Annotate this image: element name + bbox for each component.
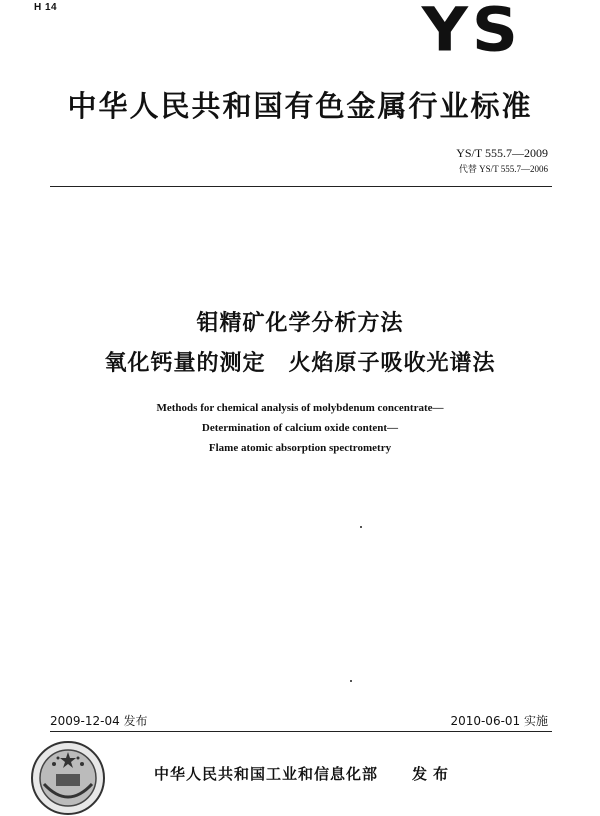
title-en-line3: Flame atomic absorption spectrometry: [208, 442, 392, 454]
classification-code: H 14: [34, 2, 58, 13]
org-title: 中华人民共和国有色金属行业标准: [67, 89, 533, 123]
replaces-standard: 代替 YS/T 555.7—2006: [458, 164, 548, 174]
effective-date: 2010-06-01 实施: [450, 714, 548, 728]
issue-date: 2009-12-04 发布: [50, 714, 148, 728]
title-en-line2: Determination of calcium oxide content—: [201, 422, 399, 434]
issue-word: 发布: [412, 765, 455, 783]
title-cn-line2: 氧化钙量的测定 火焰原子吸收光谱法: [104, 351, 496, 376]
scan-speck: [350, 680, 352, 682]
standard-number: YS/T 555.7—2009: [456, 146, 548, 160]
title-cn-line1: 钼精矿化学分析方法: [196, 311, 404, 336]
header-divider: [50, 186, 552, 187]
scan-speck: [360, 526, 362, 528]
title-en-line1: Methods for chemical analysis of molybdenum concentrate—: [156, 402, 444, 414]
ys-logo: YS: [421, 0, 522, 66]
issuer-name: 中华人民共和国工业和信息化部: [154, 765, 379, 783]
footer-divider: [50, 731, 552, 732]
national-emblem-icon: [30, 740, 106, 816]
